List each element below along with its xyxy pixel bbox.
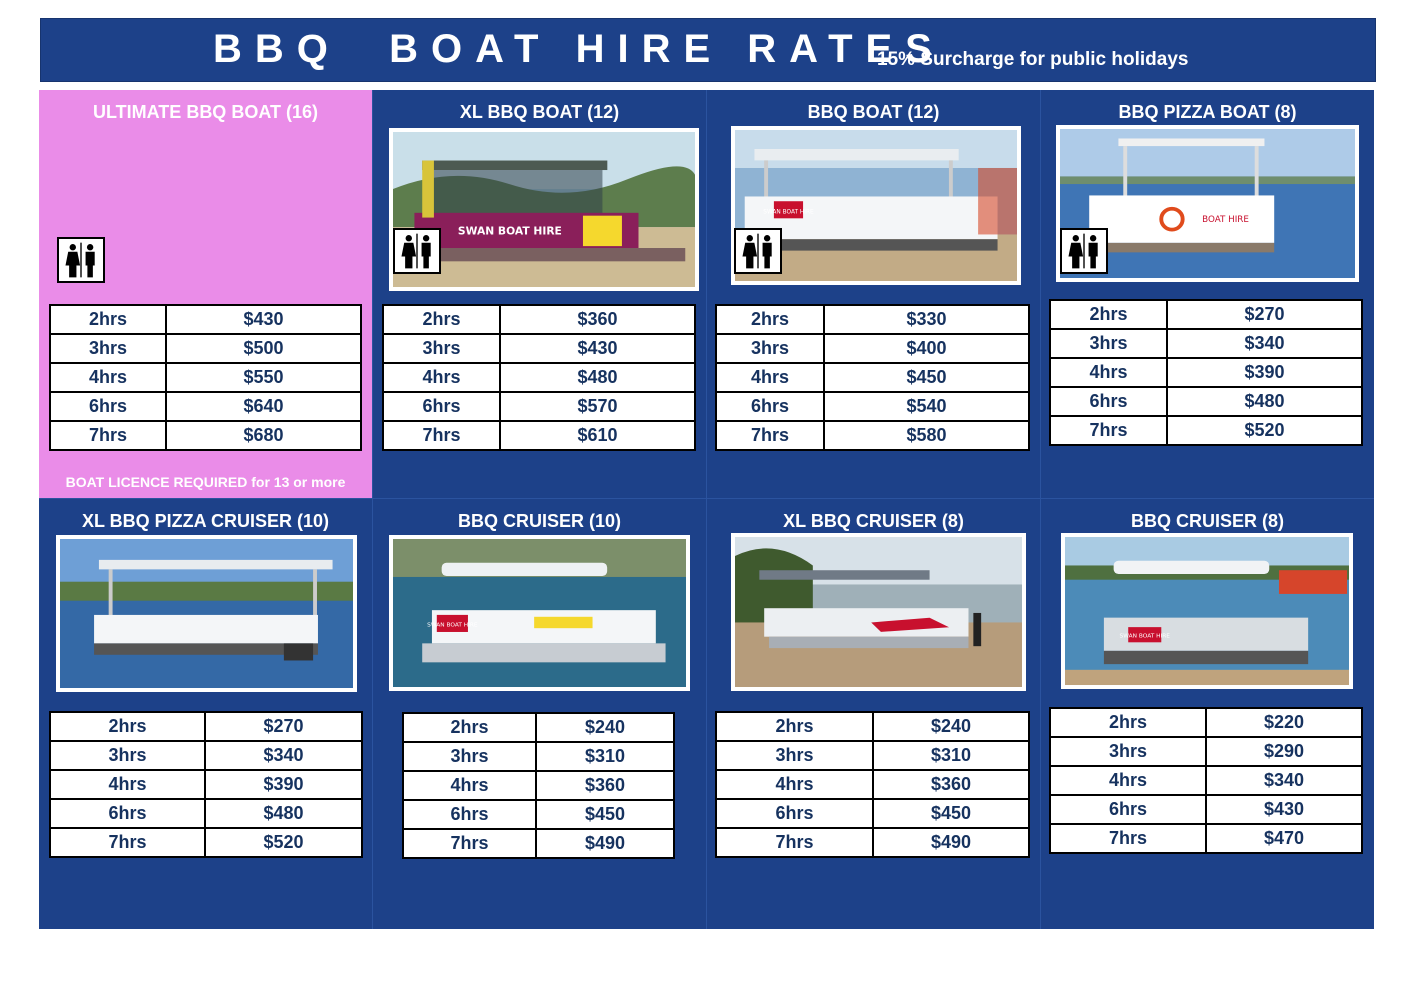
table-row	[1050, 795, 1362, 824]
duration-cell: 3hrs	[50, 741, 205, 770]
price-cell: $680	[166, 421, 361, 450]
table-row	[1050, 766, 1362, 795]
table-row	[1050, 824, 1362, 853]
table-row	[50, 421, 361, 450]
price-cell: $520	[205, 828, 362, 857]
duration-cell: 6hrs	[716, 799, 873, 828]
duration-cell: 3hrs	[716, 741, 873, 770]
boat-title: XL BBQ PIZZA CRUISER (10)	[81, 511, 330, 531]
price-cell: $360	[873, 770, 1029, 799]
table-row	[1050, 416, 1362, 445]
boat-card-ultimate	[39, 90, 373, 499]
price-cell: $480	[205, 799, 362, 828]
table-row	[403, 829, 674, 858]
boat-title: BBQ CRUISER (8)	[1130, 511, 1284, 531]
table-row	[50, 334, 361, 363]
table-row	[50, 305, 361, 334]
table-row	[383, 363, 695, 392]
price-cell: $610	[500, 421, 695, 450]
duration-cell: 2hrs	[50, 712, 205, 741]
boat-card-xl-bbq-cruiser-8	[707, 499, 1041, 929]
table-row	[50, 712, 362, 741]
duration-cell: 3hrs	[403, 742, 536, 771]
price-cell: $580	[824, 421, 1029, 450]
price-cell: $310	[536, 742, 674, 771]
price-cell: $480	[1167, 387, 1362, 416]
price-cell: $270	[205, 712, 362, 741]
price-cell: $310	[873, 741, 1029, 770]
duration-cell: 3hrs	[50, 334, 166, 363]
price-cell: $390	[1167, 358, 1362, 387]
table-row	[1050, 300, 1362, 329]
boat-title: XL BBQ CRUISER (8)	[783, 511, 964, 531]
table-row	[1050, 737, 1362, 766]
price-cell: $430	[500, 334, 695, 363]
rates-table	[49, 711, 363, 858]
table-row	[716, 828, 1029, 857]
table-row	[383, 305, 695, 334]
duration-cell: 2hrs	[1050, 708, 1206, 737]
boat-card-xl-bbq-pizza-cruiser	[39, 499, 373, 929]
price-cell: $390	[205, 770, 362, 799]
duration-cell: 4hrs	[1050, 766, 1206, 795]
price-cell: $450	[873, 799, 1029, 828]
people-icon	[57, 237, 105, 283]
price-cell: $220	[1206, 708, 1362, 737]
duration-cell: 7hrs	[383, 421, 500, 450]
price-cell: $340	[205, 741, 362, 770]
table-row	[1050, 358, 1362, 387]
price-cell: $430	[1206, 795, 1362, 824]
price-cell: $270	[1167, 300, 1362, 329]
table-row	[716, 421, 1029, 450]
duration-cell: 2hrs	[383, 305, 500, 334]
price-cell: $240	[536, 713, 674, 742]
duration-cell: 6hrs	[383, 392, 500, 421]
table-row	[383, 421, 695, 450]
people-icon	[734, 228, 782, 274]
duration-cell: 3hrs	[1050, 329, 1167, 358]
header-banner	[40, 18, 1376, 82]
licence-note: BOAT LICENCE REQUIRED for 13 or more	[65, 474, 346, 490]
price-cell: $240	[873, 712, 1029, 741]
duration-cell: 7hrs	[50, 828, 205, 857]
people-icon	[1060, 228, 1108, 274]
boat-card-bbq-cruiser-8	[1041, 499, 1374, 929]
table-row	[1050, 708, 1362, 737]
duration-cell: 4hrs	[403, 771, 536, 800]
duration-cell: 6hrs	[716, 392, 824, 421]
duration-cell: 4hrs	[383, 363, 500, 392]
table-row	[383, 392, 695, 421]
surcharge-note: 15% Surcharge for public holidays	[877, 49, 1189, 70]
price-cell: $520	[1167, 416, 1362, 445]
duration-cell: 2hrs	[1050, 300, 1167, 329]
duration-cell: 7hrs	[716, 828, 873, 857]
boat-card-bbq-cruiser-10	[373, 499, 707, 929]
price-cell: $450	[824, 363, 1029, 392]
photo-sign-text: SWAN BOAT HIRE	[1119, 633, 1170, 640]
rates-table	[382, 304, 696, 451]
duration-cell: 6hrs	[1050, 795, 1206, 824]
duration-cell: 4hrs	[50, 363, 166, 392]
rates-table	[715, 304, 1030, 451]
price-cell: $570	[500, 392, 695, 421]
table-row	[50, 363, 361, 392]
price-cell: $340	[1206, 766, 1362, 795]
duration-cell: 6hrs	[1050, 387, 1167, 416]
price-cell: $470	[1206, 824, 1362, 853]
table-row	[50, 392, 361, 421]
duration-cell: 6hrs	[50, 799, 205, 828]
boat-photo	[731, 533, 1026, 691]
photo-sign-text: SWAN BOAT HIRE	[457, 225, 562, 238]
price-cell: $500	[166, 334, 361, 363]
table-row	[716, 334, 1029, 363]
price-cell: $340	[1167, 329, 1362, 358]
photo-sign-text: BOAT HIRE	[1202, 215, 1249, 225]
table-row	[403, 713, 674, 742]
rates-grid	[39, 90, 1374, 929]
table-row	[50, 799, 362, 828]
duration-cell: 2hrs	[50, 305, 166, 334]
table-row	[403, 771, 674, 800]
table-row	[716, 741, 1029, 770]
duration-cell: 4hrs	[716, 363, 824, 392]
rates-table	[715, 711, 1030, 858]
boat-photo	[56, 535, 357, 692]
boat-title: BBQ BOAT (12)	[807, 102, 940, 122]
duration-cell: 7hrs	[1050, 824, 1206, 853]
boat-photo	[1061, 533, 1353, 689]
table-row	[1050, 329, 1362, 358]
boat-card-bbq-boat	[707, 90, 1041, 499]
duration-cell: 7hrs	[50, 421, 166, 450]
table-row	[1050, 387, 1362, 416]
price-cell: $400	[824, 334, 1029, 363]
price-cell: $540	[824, 392, 1029, 421]
duration-cell: 7hrs	[1050, 416, 1167, 445]
table-row	[403, 742, 674, 771]
duration-cell: 6hrs	[50, 392, 166, 421]
price-cell: $550	[166, 363, 361, 392]
price-cell: $450	[536, 800, 674, 829]
page-title: BBQ BOAT HIRE RATES	[213, 27, 945, 71]
price-cell: $360	[500, 305, 695, 334]
duration-cell: 3hrs	[1050, 737, 1206, 766]
boat-card-xl-bbq-boat	[373, 90, 707, 499]
price-cell: $480	[500, 363, 695, 392]
price-cell: $640	[166, 392, 361, 421]
price-cell: $490	[873, 828, 1029, 857]
duration-cell: 4hrs	[1050, 358, 1167, 387]
rates-table	[1049, 707, 1363, 854]
boat-card-bbq-pizza-boat	[1041, 90, 1374, 499]
table-row	[716, 392, 1029, 421]
table-row	[716, 770, 1029, 799]
duration-cell: 2hrs	[403, 713, 536, 742]
table-row	[403, 800, 674, 829]
photo-sign-text: SWAN BOAT HIRE	[763, 209, 814, 216]
price-cell: $330	[824, 305, 1029, 334]
boat-title: XL BBQ BOAT (12)	[459, 102, 620, 122]
duration-cell: 3hrs	[383, 334, 500, 363]
rates-table	[49, 304, 362, 451]
photo-sign-text: SWAN BOAT HIRE	[427, 622, 478, 629]
boat-title: ULTIMATE BBQ BOAT (16)	[93, 102, 318, 122]
price-cell: $490	[536, 829, 674, 858]
duration-cell: 4hrs	[50, 770, 205, 799]
table-row	[716, 799, 1029, 828]
duration-cell: 4hrs	[716, 770, 873, 799]
table-row	[50, 828, 362, 857]
duration-cell: 2hrs	[716, 712, 873, 741]
table-row	[716, 305, 1029, 334]
boat-title: BBQ PIZZA BOAT (8)	[1118, 102, 1297, 122]
table-row	[716, 712, 1029, 741]
table-row	[716, 363, 1029, 392]
people-icon	[393, 228, 441, 274]
duration-cell: 7hrs	[403, 829, 536, 858]
duration-cell: 3hrs	[716, 334, 824, 363]
rates-table	[402, 712, 675, 859]
price-cell: $290	[1206, 737, 1362, 766]
price-cell: $360	[536, 771, 674, 800]
table-row	[50, 770, 362, 799]
duration-cell: 7hrs	[716, 421, 824, 450]
table-row	[383, 334, 695, 363]
table-row	[50, 741, 362, 770]
price-cell: $430	[166, 305, 361, 334]
rates-table	[1049, 299, 1363, 446]
duration-cell: 2hrs	[716, 305, 824, 334]
boat-photo	[389, 535, 690, 691]
boat-title: BBQ CRUISER (10)	[457, 511, 622, 531]
duration-cell: 6hrs	[403, 800, 536, 829]
